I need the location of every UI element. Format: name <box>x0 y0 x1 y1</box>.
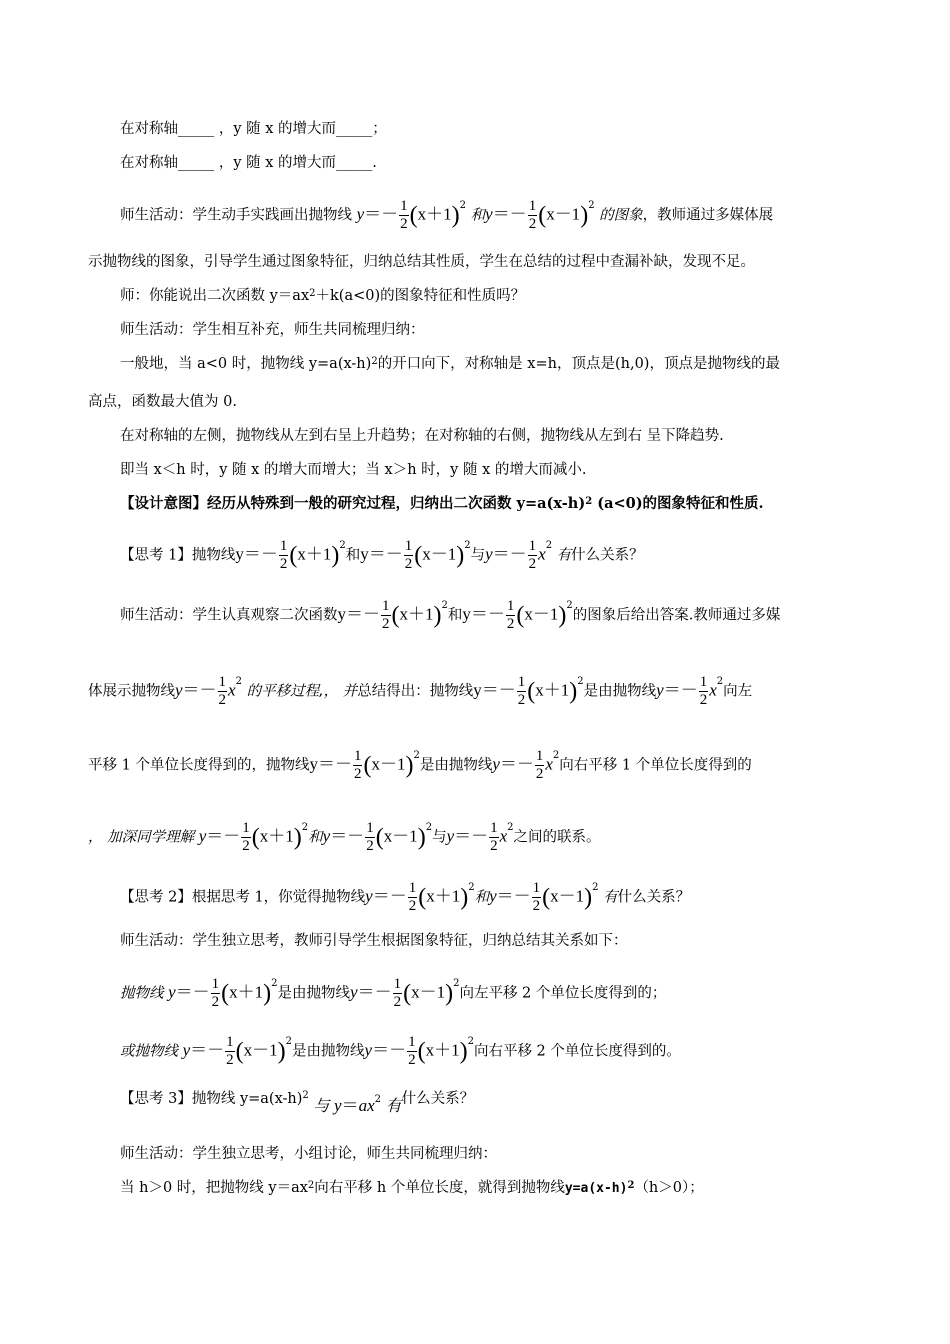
frac-den: 2 <box>382 616 390 632</box>
formula-expr: x＋1 <box>425 1040 460 1060</box>
formula-eq: ＝－ <box>357 982 392 1002</box>
formula-eq: ＝－ <box>470 604 505 624</box>
fraction-half <box>404 538 414 573</box>
formula-eq: ＝－ <box>372 1040 407 1060</box>
text: 高点，函数最大值为 0. <box>88 394 237 410</box>
fraction-half <box>381 598 391 633</box>
formula-expr: x＋1 <box>399 604 434 624</box>
paren: ( <box>391 602 400 629</box>
fraction-half <box>528 198 538 233</box>
frac-num: 1 <box>242 820 250 836</box>
exponent: 2 <box>309 288 316 299</box>
frac-den: 2 <box>506 616 515 632</box>
exponent: 2 <box>271 978 278 989</box>
frac-num: 1 <box>226 1034 234 1050</box>
text-italic: 有 <box>385 1096 402 1115</box>
fraction-half <box>399 198 409 233</box>
text-and: 和 <box>447 607 463 624</box>
fraction-half <box>699 674 709 709</box>
frac-den: 2 <box>242 838 250 854</box>
text: 一般地，当 a<0 时，抛物线 y=a(x-h) <box>120 356 372 372</box>
text: 的图象后给出答案.教师通过多媒 <box>572 607 781 624</box>
paren: ( <box>417 1038 426 1065</box>
frac-num: 1 <box>393 976 402 992</box>
think-3: 【思考 3】抛物线 $y=a(x-h)^2$ 与 $y=ax^2$ 有什么关系？ <box>120 1090 475 1115</box>
text: 是由抛物线 <box>419 757 493 774</box>
frac-den: 2 <box>535 766 544 782</box>
exponent: 2 <box>371 356 378 367</box>
text: 师：你能说出二次函数 y＝ax <box>120 288 310 304</box>
exponent: 2 <box>552 749 560 761</box>
paren: ) <box>584 884 593 911</box>
formula-expr: x＋1 <box>417 204 452 224</box>
text: 【思考 3】抛物线 y=a(x-h) <box>120 1091 303 1107</box>
text: 向右平移 1 个单位长度得到的 <box>559 757 752 774</box>
formula-y: y <box>350 982 358 1002</box>
paren: ) <box>445 980 454 1007</box>
paren: ) <box>263 980 272 1007</box>
exponent: 2 <box>301 822 309 833</box>
fraction-half <box>393 976 403 1011</box>
exponent: 2 <box>464 540 471 551</box>
exponent: 2 <box>545 539 553 551</box>
text-and: 和 <box>308 829 323 846</box>
formula-y: y <box>473 680 482 700</box>
formula-eq: ＝－ <box>499 754 534 774</box>
paren: ) <box>277 1038 286 1065</box>
formula-eq: ＝－ <box>481 680 516 700</box>
formula-eq: ＝－ <box>454 826 489 846</box>
paren: ( <box>409 202 418 229</box>
text: 在对称轴的左侧，抛物线从左到右呈上升趋势；在对称轴的右侧，抛物线从左到右 呈下降趋势. <box>120 428 724 444</box>
exponent: 2 <box>374 1094 381 1105</box>
frac-den: 2 <box>532 898 541 914</box>
paren: ) <box>459 1038 468 1065</box>
text-and: 和 <box>345 547 361 564</box>
paren: ( <box>538 202 547 229</box>
formula-eq: ＝－ <box>317 754 352 774</box>
frac-num: 1 <box>400 198 408 214</box>
fraction-half <box>532 880 542 915</box>
fraction-half <box>225 1034 235 1069</box>
paragraph-activity-5 <box>120 1144 497 1164</box>
text-italic: ,， 并 <box>319 683 358 700</box>
frac-num: 1 <box>279 538 288 554</box>
blank-line-2 <box>120 153 377 173</box>
paren: ( <box>375 824 384 851</box>
paren: ( <box>403 980 412 1007</box>
frac-num: 1 <box>490 820 498 836</box>
paren: ( <box>363 752 372 779</box>
frac-num: 1 <box>517 674 526 690</box>
paren: ( <box>221 980 230 1007</box>
text: 之间的联系。 <box>513 829 601 846</box>
frac-den: 2 <box>404 556 413 572</box>
exponent: 2 <box>468 882 475 893</box>
formula-y: y <box>489 886 497 906</box>
formula-y: y <box>360 544 369 564</box>
paragraph-general-cont <box>88 392 237 412</box>
paren: ) <box>331 542 340 569</box>
paren: ) <box>580 202 589 229</box>
paragraph-activity-3 <box>120 598 780 633</box>
frac-den: 2 <box>528 216 537 232</box>
formula-y: y <box>462 604 471 624</box>
text: 向右平移 2 个单位长度得到的。 <box>473 1043 681 1060</box>
think-2 <box>120 880 690 915</box>
formula-eq: ＝－ <box>346 604 380 624</box>
text-and: 和 <box>474 889 490 906</box>
text-italic: 有 <box>556 547 572 564</box>
frac-num: 1 <box>528 538 537 554</box>
formula-x: x <box>228 680 236 700</box>
frac-den: 2 <box>226 1052 234 1068</box>
exponent: 2 <box>588 200 595 211</box>
exponent: 2 <box>425 822 433 833</box>
text-with: 与 <box>432 829 447 846</box>
formula-expr: x－1 <box>371 754 406 774</box>
paragraph-activity-3-cont2 <box>88 748 752 783</box>
exponent: 2 <box>307 1180 315 1191</box>
frac-num: 1 <box>353 748 362 764</box>
formula-x: x <box>545 754 553 774</box>
exponent: 2 <box>441 600 448 611</box>
text: 是由抛物线 <box>277 985 351 1002</box>
text: ＋k(a<0)的图象特征和性质吗？ <box>315 288 526 304</box>
text-with: 与 <box>313 1096 330 1115</box>
formula-expr: x－1 <box>546 204 581 224</box>
formula-eq: ＝－ <box>372 886 407 906</box>
text: 是由抛物线 <box>583 683 657 700</box>
frac-num: 1 <box>532 880 541 896</box>
frac-den: 2 <box>366 838 374 854</box>
formula-y: y <box>356 204 365 224</box>
fraction-half <box>365 820 375 855</box>
text: 向左 <box>723 683 753 700</box>
formula-y: y <box>365 886 373 906</box>
formula-x: x <box>499 826 508 846</box>
formula-y: y <box>364 1040 373 1060</box>
exponent: 2 <box>627 1180 635 1191</box>
exponent: 2 <box>467 1036 474 1047</box>
frac-den: 2 <box>400 216 408 232</box>
exponent: 2 <box>302 1090 309 1101</box>
formula-expr: x＋1 <box>535 680 570 700</box>
frac-num: 1 <box>211 976 220 992</box>
paren: ( <box>251 824 260 851</box>
exponent: 2 <box>585 496 593 507</box>
fraction-half <box>489 820 499 855</box>
formula-y: y <box>309 754 318 774</box>
frac-den: 2 <box>353 766 362 782</box>
text-italic: ， 加深同学理解 <box>88 829 195 846</box>
fraction-half <box>218 674 228 709</box>
text: 即当 x＜h 时，y 随 x 的增大而增大；当 x＞h 时，y 随 x 的增大而减小. <box>120 462 587 478</box>
paragraph-shift <box>120 1178 704 1199</box>
formula-expr: x＋1 <box>259 826 294 846</box>
formula-eq: ＝－ <box>663 680 698 700</box>
exponent: 2 <box>339 540 346 551</box>
formula-y: y <box>492 754 500 774</box>
text: (a<0)的图象特征和性质. <box>592 495 764 512</box>
frac-num: 1 <box>408 880 417 896</box>
think-1 <box>120 538 644 573</box>
text: 当 h＞0 时，把抛物线 y＝ax <box>120 1180 308 1196</box>
teacher-question <box>120 286 525 306</box>
text: 体展示抛物线 <box>88 683 175 700</box>
frac-den: 2 <box>490 838 498 854</box>
formula-eq: ＝－ <box>364 204 399 224</box>
formula-eq: ＝－ <box>492 204 527 224</box>
formula-eq: ＝－ <box>190 1040 225 1060</box>
exponent: 2 <box>285 1036 293 1047</box>
formula-y: y <box>182 1040 191 1060</box>
text: （h＞0）； <box>634 1180 704 1196</box>
paren: ) <box>433 602 442 629</box>
paragraph-general <box>120 354 780 374</box>
exponent: 2 <box>592 882 599 893</box>
text: 师生活动：学生独立思考，小组讨论，师生共同梳理归纳： <box>120 1146 497 1162</box>
formula-expr: x－1 <box>550 886 585 906</box>
text-italic: 有 <box>603 889 618 906</box>
formula-x: x <box>538 544 546 564</box>
formula-y: y <box>656 680 664 700</box>
fraction-half <box>517 674 527 709</box>
paren: ) <box>460 884 469 911</box>
formula-expr: x－1 <box>243 1040 278 1060</box>
formula-eq: ＝－ <box>330 826 365 846</box>
formula-eq: ＝－ <box>492 544 527 564</box>
exponent: 2 <box>577 676 584 687</box>
fraction-half <box>506 598 516 633</box>
formula-y: y <box>334 1096 342 1115</box>
formula-y: y <box>485 204 493 224</box>
exponent: 2 <box>459 200 467 211</box>
paragraph-activity-4 <box>120 931 628 951</box>
text: 总结得出：抛物线 <box>357 683 474 700</box>
paren: ( <box>542 884 551 911</box>
text: 是由抛物线 <box>292 1043 365 1060</box>
frac-den: 2 <box>393 994 402 1010</box>
text: 示抛物线的图象，引导学生通过图象特征，归纳总结其性质，学生在总结的过程中查漏补缺，发现不足。 <box>88 254 755 270</box>
text-and: 和 <box>470 207 486 224</box>
paren: ) <box>569 678 578 705</box>
frac-num: 1 <box>404 538 413 554</box>
paragraph-activity-2 <box>120 320 425 340</box>
formula-expr: x－1 <box>422 544 457 564</box>
paren: ( <box>414 542 423 569</box>
formula-y: y <box>485 544 493 564</box>
text: 向右平移 h 个单位长度，就得到抛物线 <box>314 1180 565 1196</box>
frac-den: 2 <box>408 898 417 914</box>
frac-num: 1 <box>528 198 537 214</box>
frac-den: 2 <box>211 994 220 1010</box>
formula-bold: y=a(x-h) <box>564 1181 628 1196</box>
text: 在对称轴_____ ，y 随 x 的增大而_____. <box>120 155 377 171</box>
paragraph-activity-3-cont <box>88 674 752 709</box>
formula-y: y <box>175 680 183 700</box>
formula-expr: x－1 <box>524 604 559 624</box>
text: 【设计意图】经历从特殊到一般的研究过程，归纳出二次函数 y=a(x-h) <box>120 495 586 512</box>
fraction-half <box>353 748 363 783</box>
formula-eq: ＝－ <box>206 826 241 846</box>
frac-num: 1 <box>535 748 544 764</box>
text: 平移 1 个单位长度得到的，抛物线 <box>88 757 310 774</box>
paren: ) <box>417 824 426 851</box>
formula-expr: x＋1 <box>229 982 264 1002</box>
text-italic: 的平移过程 <box>246 683 320 700</box>
formula-y: y <box>198 826 207 846</box>
frac-den: 2 <box>517 692 526 708</box>
formula-y: y <box>322 826 331 846</box>
paragraph-activity-1 <box>120 198 773 233</box>
paren: ) <box>405 752 414 779</box>
frac-num: 1 <box>408 1034 416 1050</box>
paragraph-activity-3-cont3 <box>88 820 601 855</box>
text: 在对称轴_____ ，y 随 x 的增大而_____； <box>120 121 387 137</box>
text: ，教师通过多媒体展 <box>642 207 774 224</box>
frac-den: 2 <box>218 692 227 708</box>
formula-y: y <box>337 604 346 624</box>
exponent: 2 <box>566 600 573 611</box>
text-italic: 或抛物线 <box>120 1043 178 1060</box>
frac-num: 1 <box>382 598 390 614</box>
text: 师生活动：学生动手实践画出抛物线 <box>120 207 352 224</box>
paren: ) <box>456 542 465 569</box>
paragraph-trend <box>120 426 724 446</box>
frac-den: 2 <box>279 556 288 572</box>
exponent: 2 <box>413 750 420 761</box>
fraction-half <box>211 976 221 1011</box>
blank-line-1 <box>120 119 387 139</box>
formula-expr: x－1 <box>411 982 446 1002</box>
fraction-half <box>408 880 418 915</box>
paren: ( <box>235 1038 244 1065</box>
frac-num: 1 <box>699 674 708 690</box>
exponent: 2 <box>453 978 460 989</box>
text: 什么关系？ <box>401 1091 475 1107</box>
formula-y: y <box>235 544 244 564</box>
frac-den: 2 <box>699 692 708 708</box>
paren: ( <box>527 678 536 705</box>
paren: ( <box>418 884 427 911</box>
exponent: 2 <box>716 675 724 687</box>
frac-num: 1 <box>506 598 515 614</box>
fraction-half <box>407 1034 417 1069</box>
text: 什么关系？ <box>617 889 691 906</box>
paren: ) <box>558 602 567 629</box>
text: 【思考 2】根据思考 1，你觉得抛物线 <box>120 889 366 906</box>
formula-y: y <box>168 982 176 1002</box>
formula-eq: ＝－ <box>182 680 217 700</box>
formula-y: y <box>446 826 455 846</box>
formula-expr: x＋1 <box>297 544 332 564</box>
text: 师生活动：学生独立思考，教师引导学生根据图象特征，归纳总结其关系如下： <box>120 933 628 949</box>
frac-den: 2 <box>528 556 537 572</box>
formula-expr: x＋1 <box>426 886 461 906</box>
formula-x: x <box>709 680 717 700</box>
text: 师生活动：学生相互补充，师生共同梳理归纳： <box>120 322 425 338</box>
relation-1 <box>120 976 666 1011</box>
text: 向左平移 2 个单位长度得到的； <box>459 985 667 1002</box>
paren: ( <box>289 542 298 569</box>
paren: ) <box>293 824 302 851</box>
design-intent <box>120 494 764 514</box>
paren: ( <box>516 602 525 629</box>
fraction-half <box>535 748 545 783</box>
fraction-half <box>528 538 538 573</box>
text-italic: 的图象 <box>599 207 643 224</box>
exponent: 2 <box>507 821 514 833</box>
paragraph-activity-1-cont <box>88 252 755 272</box>
exponent: 2 <box>235 675 242 687</box>
formula-eq: ＝－ <box>175 982 210 1002</box>
paragraph-monotonic <box>120 460 586 480</box>
text: 的开口向下，对称轴是 x=h，顶点是(h,0)，顶点是抛物线的最 <box>377 356 780 372</box>
relation-2 <box>120 1034 681 1069</box>
formula-eq: ＝－ <box>496 886 531 906</box>
paren: ) <box>451 202 460 229</box>
formula-eq: ＝－ <box>243 544 278 564</box>
frac-num: 1 <box>366 820 374 836</box>
frac-num: 1 <box>218 674 227 690</box>
text: 师生活动：学生认真观察二次函数 <box>120 607 338 624</box>
fraction-half <box>241 820 251 855</box>
formula-ax: ax <box>358 1096 375 1115</box>
text: 【思考 1】抛物线 <box>120 547 236 564</box>
text-with: 与 <box>470 547 486 564</box>
frac-den: 2 <box>408 1052 416 1068</box>
formula-eq: ＝－ <box>368 544 403 564</box>
text: 什么关系？ <box>571 547 644 564</box>
text-italic: 抛物线 <box>120 985 164 1002</box>
formula-expr: x－1 <box>383 826 418 846</box>
fraction-half <box>279 538 289 573</box>
